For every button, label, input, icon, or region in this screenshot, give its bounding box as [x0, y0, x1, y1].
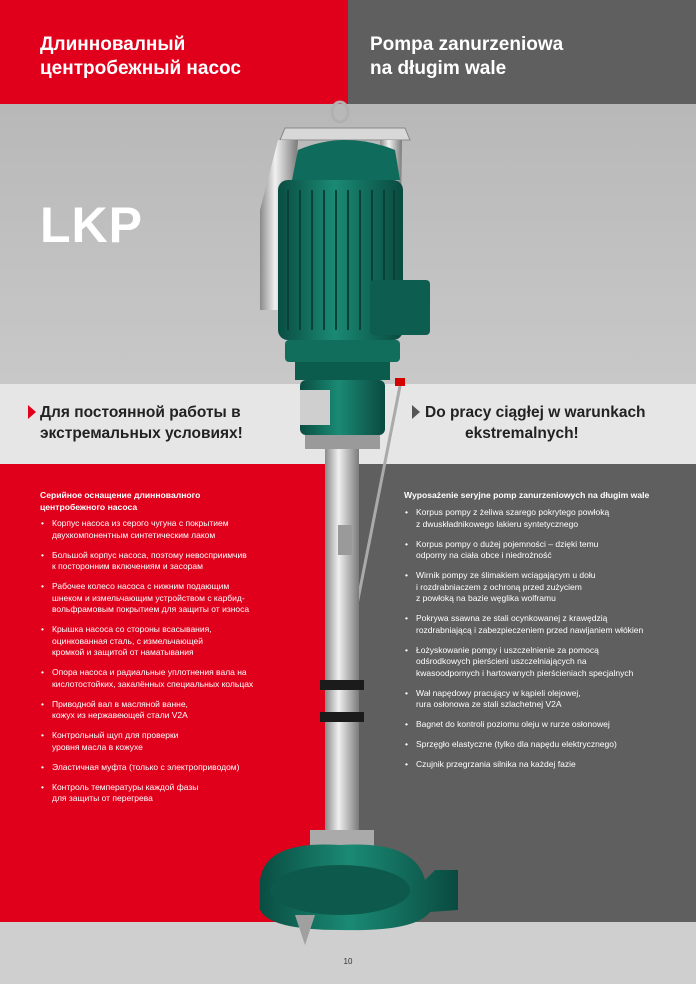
list-item: • Wirnik pompy ze ślimakiem wciągającym u dołu i rozdrabniaczem z ochroną przed zużyciem z powłoką na bazie węglika wolframu	[404, 570, 689, 605]
bullet-arrow-icon	[28, 405, 36, 419]
list-item: • Эластичная муфта (только с электроприводом)	[40, 762, 300, 774]
list-item: • Большой корпус насоса, поэтому невосприимчив к посторонним включениям и засорам	[40, 550, 300, 573]
features-list-ru	[40, 518, 300, 813]
list-item: • Sprzęgło elastyczne (tylko dla napędu elektrycznego)	[404, 739, 689, 751]
list-item: • Łożyskowanie pompy i uszczelnienie za pomocą odśrodkowych pierścieni uszczelniających na kwasoodpornych i hartowanych pierścieniach specjalnych	[404, 645, 689, 680]
tagline-pl: Do pracy ciągłej w warunkach ekstremalnych!	[425, 404, 646, 442]
list-item: • Контрольный щуп для проверки уровня масла в кожухе	[40, 730, 300, 753]
list-item: • Wał napędowy pracujący w kąpieli olejowej, rura osłonowa ze stali szlachetnej V2A	[404, 688, 689, 711]
list-item: • Контроль температуры каждой фазы для защиты от перегрева	[40, 782, 300, 805]
list-item: • Korpus pompy o dużej pojemności – dzięki temu odporny na ciała obce i niedrożność	[404, 539, 689, 562]
list-item: • Czujnik przegrzania silnika na każdej fazie	[404, 759, 689, 771]
model-name: LKP	[40, 197, 143, 253]
bullet-arrow-icon	[412, 405, 420, 419]
list-item: • Korpus pompy z żeliwa szarego pokrytego powłoką z dwuskładnikowego lakieru syntetycznego	[404, 507, 689, 530]
list-item: • Pokrywa ssawna ze stali ocynkowanej z krawędzią rozdrabniającą i zabezpieczeniem przed nawijaniem włókien	[404, 613, 689, 636]
title-pl: Pompa zanurzeniowa na długim wale	[370, 34, 564, 79]
list-item: • Рабочее колесо насоса с нижним подающим шнеком и измельчающим устройством с карбид- вольфрамовым покрытием для защиты от износа	[40, 581, 300, 616]
features-list-pl	[404, 507, 689, 779]
list-item: • Опора насоса и радиальные уплотнения вала на кислотостойких, закалённых специальных кольцах	[40, 667, 300, 690]
features-heading-ru: Серийное оснащение длинновалного центробежного насоса	[40, 490, 201, 512]
page-number: 10	[343, 957, 353, 966]
list-item: • Bagnet do kontroli poziomu oleju w rurze osłonowej	[404, 719, 689, 731]
list-item: • Корпус насоса из серого чугуна с покрытием двухкомпонентным синтетическим лаком	[40, 518, 300, 541]
features-heading-pl: Wyposażenie seryjne pomp zanurzeniowych na długim wale	[404, 490, 650, 500]
list-item: • Крышка насоса со стороны всасывания, оцинкованная сталь, с измельчающей кромкой и защитой от наматывания	[40, 624, 300, 659]
tagline-ru: Для постоянной работы в экстремальных условиях!	[40, 404, 243, 442]
list-item: • Приводной вал в масляной ванне, кожух из нержавеющей стали V2A	[40, 699, 300, 722]
title-ru: Длинновалный центробежный насос	[40, 34, 241, 79]
